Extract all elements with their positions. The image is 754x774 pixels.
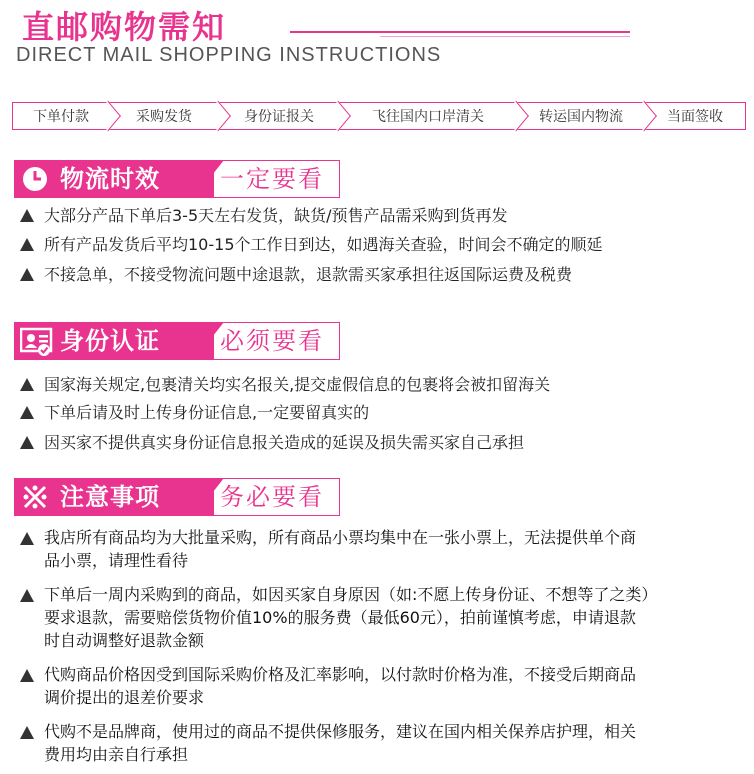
- section-tag: 必须要看: [220, 327, 324, 355]
- list-item: 不接急单，不接受物流问题中途退款，退款需买家承担往返国际运费及税费: [20, 263, 572, 287]
- triangle-icon: [20, 532, 34, 545]
- triangle-icon: [20, 209, 34, 222]
- step-order-pay: 下单付款: [12, 102, 109, 130]
- section-label: 身份认证: [60, 327, 160, 355]
- triangle-icon: [20, 378, 34, 391]
- title-underline-secondary: [380, 36, 630, 37]
- section-banner-identity: [14, 322, 340, 360]
- triangle-icon: [20, 406, 34, 419]
- list-item: 我店所有商品均为大批量采购，所有商品小票均集中在一张小票上，无法提供单个商 品小票，请理性看待: [16, 526, 746, 572]
- list-item: 国家海关规定,包裹清关均实名报关,提交虚假信息的包裹将会被扣留海关: [20, 373, 550, 397]
- process-steps: [12, 102, 746, 130]
- section-tag: 一定要看: [220, 165, 324, 193]
- list-item: 下单后一周内采购到的商品，如因买家自身原因（如:不愿上传身份证、不想等了之类） 要求退款，需要赔偿货物价值10%的服务费（最低60元），拍前谨慎考虑，申请退款 时自动调整好退款金额: [16, 583, 746, 652]
- section-label: 物流时效: [60, 165, 160, 193]
- triangle-icon: [20, 726, 34, 739]
- asterisk-icon: [20, 482, 50, 512]
- triangle-icon: [20, 268, 34, 281]
- triangle-icon: [20, 436, 34, 449]
- list-item: 因买家不提供真实身份证信息报关造成的延误及损失需买家自己承担: [20, 431, 524, 455]
- title-underline: [290, 31, 630, 33]
- step-purchase-ship: 采购发货: [109, 102, 219, 130]
- section-label: 注意事项: [60, 483, 160, 511]
- page-subtitle: DIRECT MAIL SHOPPING INSTRUCTIONS: [16, 44, 442, 66]
- triangle-icon: [20, 669, 34, 682]
- triangle-icon: [20, 238, 34, 251]
- triangle-icon: [20, 589, 34, 602]
- list-item: 代购商品价格因受到国际采购价格及汇率影响，以付款时价格为准，不接受后期商品 调价提出的退差价要求: [16, 663, 746, 709]
- section-tag: 务必要看: [220, 483, 324, 511]
- step-domestic-logistics: 转运国内物流: [517, 102, 645, 130]
- list-item: 代购不是品牌商，使用过的商品不提供保修服务，建议在国内相关保养店护理，相关 费用均由亲自行承担: [16, 720, 746, 766]
- section-banner-notes: [14, 478, 340, 516]
- page-title: 直邮购物需知: [22, 8, 227, 46]
- clock-icon: [20, 164, 50, 194]
- list-item: 下单后请及时上传身份证信息,一定要留真实的: [20, 401, 369, 425]
- step-customs-clearance: 飞往国内口岸清关: [339, 102, 517, 130]
- section-banner-logistics: [14, 160, 340, 198]
- step-id-declaration: 身份证报关: [219, 102, 339, 130]
- id-card-icon: [20, 326, 50, 356]
- list-item: 大部分产品下单后3-5天左右发货，缺货/预售产品需采购到货再发: [20, 204, 508, 228]
- step-sign-receipt: 当面签收: [645, 102, 746, 130]
- list-item: 所有产品发货后平均10-15个工作日到达，如遇海关查验，时间会不确定的顺延: [20, 233, 603, 257]
